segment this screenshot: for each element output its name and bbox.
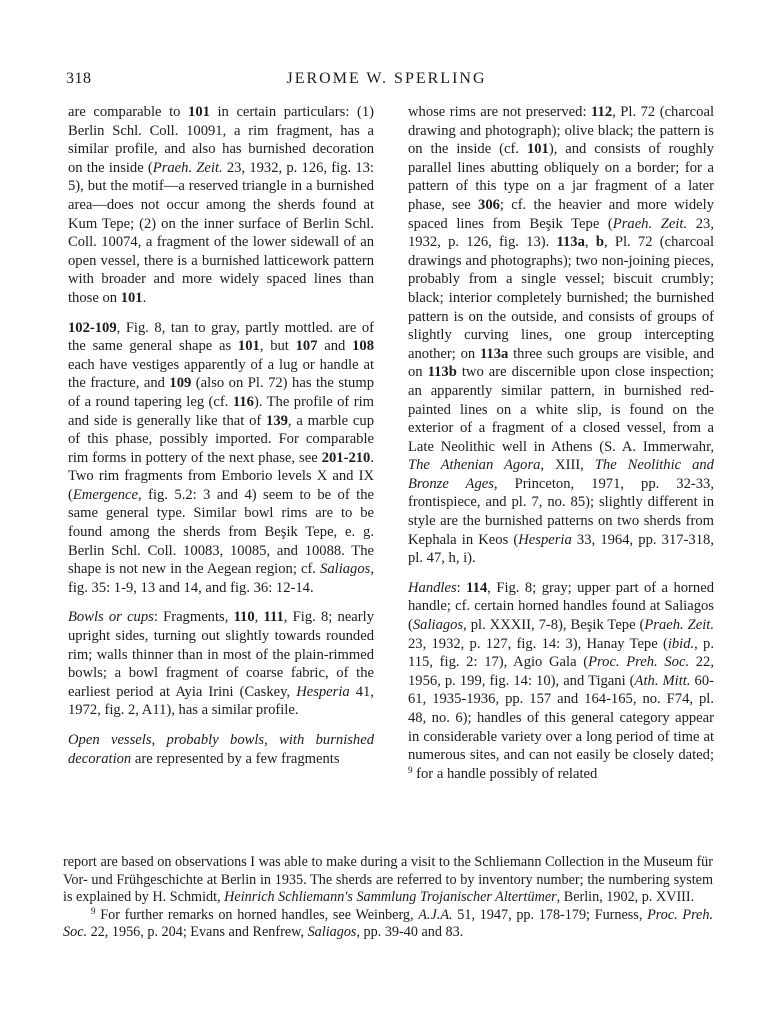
bold-ref: 113b [427,364,457,381]
paragraph-112-113: whose rims are not preserved: 112, Pl. 72 (charcoal drawing and photograph); olive black; the pattern is on the inside (cf. 101), and consists of roughly parallel lines abutting obliquely on a border; for a pattern of this type on a jar fragment of a later phase, see 306; cf. the heavier and more widely spaced lines from Beşik Tepe (Praeh. Zeit. 23, 1932, p. 126, fig. 13). 113a, b, Pl. 72 (charcoal drawings and photographs); two non-joining pieces, probably from a single vessel; biscuit crumbly; black; interior completely burnished; the burnished pattern is on the outside, and consists of groups of slightly curving lines, one group intercepting another; on 113a three such groups are visible, and on 113b two are discernible upon close inspection; an apparently similar pattern, in burnished red-painted lines on a white slip, is found on the exterior of a fragment of a closed vessel, from a Late Neolithic well in Athens (S. A. Immerwahr, The Athenian Agora, XIII, The Neolithic and Bronze Ages, Princeton, 1971, pp. 32-33, frontispiece, and pl. 7, no. 85); slightly different in style are the burnished patterns on two sherds from Kephala in Keos (Hesperia 33, 1964, pp. 317-318, pl. 47, h, i). [408,104,715,567]
paragraph-comparanda: are comparable to 101 in certain particulars: (1) Berlin Schl. Coll. 10091, a rim fragment, has a similar profile, and also has burnished decoration on the inside (Praeh. Zeit. 23, 1932, p. 126, fig. 13: 5), but the motif—a reserved triangle in a burnished area—does not occur among the sherds found at Kum Tepe; (2) on the inner surface of Berlin Schl. Coll. 10074, a fragment of the lower sidewall of an open vessel, there is a burnished latticework pattern with broader and more widely spaced lines than those on 101. [68,104,374,306]
paragraph-102-109: 102-109, Fig. 8, tan to gray, partly mottled. are of the same general shape as 101, but 107 and 108 each have vestiges apparently of a lug or handle at the fracture, and 109 (also on Pl. 72) has the stump of a round tapering leg (cf. 116). The profile of rim and side is generally like that of 139, a marble cup of this phase, possibly imported. For comparable rim forms in pottery of the next phase, see 201-210. Two rim fragments from Emborio levels X and IX (Emergence, fig. 5.2: 3 and 4) seem to be of the same general type. Similar bowl rims are to be found among the sherds from Beşik Tepe, e. g. Berlin Schl. Coll. 10083, 10085, and 10088. The shape is not new in the Aegean region; cf. Saliagos, fig. 35: 1-9, 13 and 14, and fig. 36: 12-14. [68,319,374,596]
italic-text: Open vessels, probably bowls, with burnished decoration [68,732,374,767]
footnote-continued: report are based on observations I was able to make during a visit to the Schliemann Collection in the Museum für Vor- und Frühgeschichte at Berlin in 1935. The sherds are referred to by inventory number; the numbering system is explained by H. Schmidt, Heinrich Schliemann's Sammlung Trojanischer Altertümer, Berlin, 1902, p. XVIII. [63,854,713,906]
italic-text: Praeh. Zeit. [612,215,688,232]
bold-ref: 116 [232,393,254,410]
bold-ref: 108 [352,338,374,355]
italic-text: The Neolithic and Bronze Ages [408,457,714,492]
bold-ref: 102-109 [68,319,117,336]
italic-text: Proc. Preh. Soc. [588,654,690,671]
italic-text: Bowls or cups [68,609,154,626]
italic-text: Saliagos [307,924,357,941]
italic-text: Saliagos [412,617,464,634]
footnote-marker: 9 [408,764,413,775]
italic-text: Praeh. Zeit. [644,617,714,634]
running-head: JEROME W. SPERLING [286,70,487,87]
bold-ref: 113a [556,234,585,251]
footnote-marker: 9 [91,905,96,916]
bold-ref: 114 [466,579,488,596]
italic-text: Heinrich Schliemann's Sammlung Trojanischer Altertümer [224,889,557,906]
bold-ref: 110 [233,609,255,626]
bold-ref: 107 [295,338,318,355]
page-number: 318 [66,70,92,87]
bold-ref: b [595,234,604,251]
italic-text: Ath. Mitt. [634,672,691,689]
bold-ref: 112 [591,104,613,120]
footnote-9: $^9$ For further remarks on horned handles, see Weinberg, A.J.A. 51, 1947, pp. 178-179; Furness, Proc. Preh. Soc. 22, 1956, p. 204; Evans and Renfrew, Saliagos, pp. 39-40 and 83. [63,905,713,941]
bold-ref: 139 [266,412,288,429]
paragraph-open-vessels: Open vessels, probably bowls, with burnished decoration are represented by a few fragments [68,732,374,767]
italic-text: Saliagos [320,561,371,578]
left-column [68,103,374,768]
bold-ref: 109 [169,375,192,392]
right-column [408,103,714,783]
footnotes [63,854,713,942]
bold-ref: 101 [188,104,210,120]
bold-ref: 101 [526,141,549,158]
italic-text: Praeh. Zeit. [152,159,223,176]
paragraph-bowls-or-cups: Bowls or cups: Fragments, 110, 111, Fig. 8; nearly upright sides, turning out slightly towards rounded rim; walls thinner than in most of the plain-rimmed bowls; a bowl fragment of coarse fabric, of the earliest period at Ayia Irini (Caskey, Hesperia 41, 1972, fig. 2, A11), has a similar profile. [68,609,375,719]
italic-text: Hesperia [296,683,350,700]
bold-ref: 101 [120,289,143,306]
paragraph-handles: Handles: 114, Fig. 8; gray; upper part of a horned handle; cf. certain horned handles found at Saliagos (Saliagos, pl. XXXII, 7-8), Beşik Tepe (Praeh. Zeit. 23, 1932, p. 127, fig. 14: 3), Hanay Tepe (ibid., p. 115, fig. 2: 17), Agio Gala (Proc. Preh. Soc. 22, 1956, p. 199, fig. 14: 10), and Tigani (Ath. Mitt. 60-61, 1935-1936, pp. 157 and 164-165, no. F74, pl. 48, no. 6); handles of this general category appear in considerable variety over a long period of time at numerous sites, and can not easily be closely dated; $^9$ for a handle possibly of related [408,579,714,782]
bold-ref: 306 [478,196,500,213]
bold-ref: 201-210 [321,449,371,466]
bold-ref: 111 [263,609,284,626]
bold-ref: 113a [479,345,509,362]
italic-text: The Athenian Agora [408,457,541,474]
italic-text: Handles [408,579,457,596]
italic-text: Hesperia [518,531,572,548]
italic-text: Emergence [72,486,138,503]
italic-text: Proc. Preh. Soc. [63,906,713,941]
italic-text: A.J.A. [418,906,453,923]
italic-text: ibid. [667,635,695,652]
bold-ref: 101 [237,338,260,355]
